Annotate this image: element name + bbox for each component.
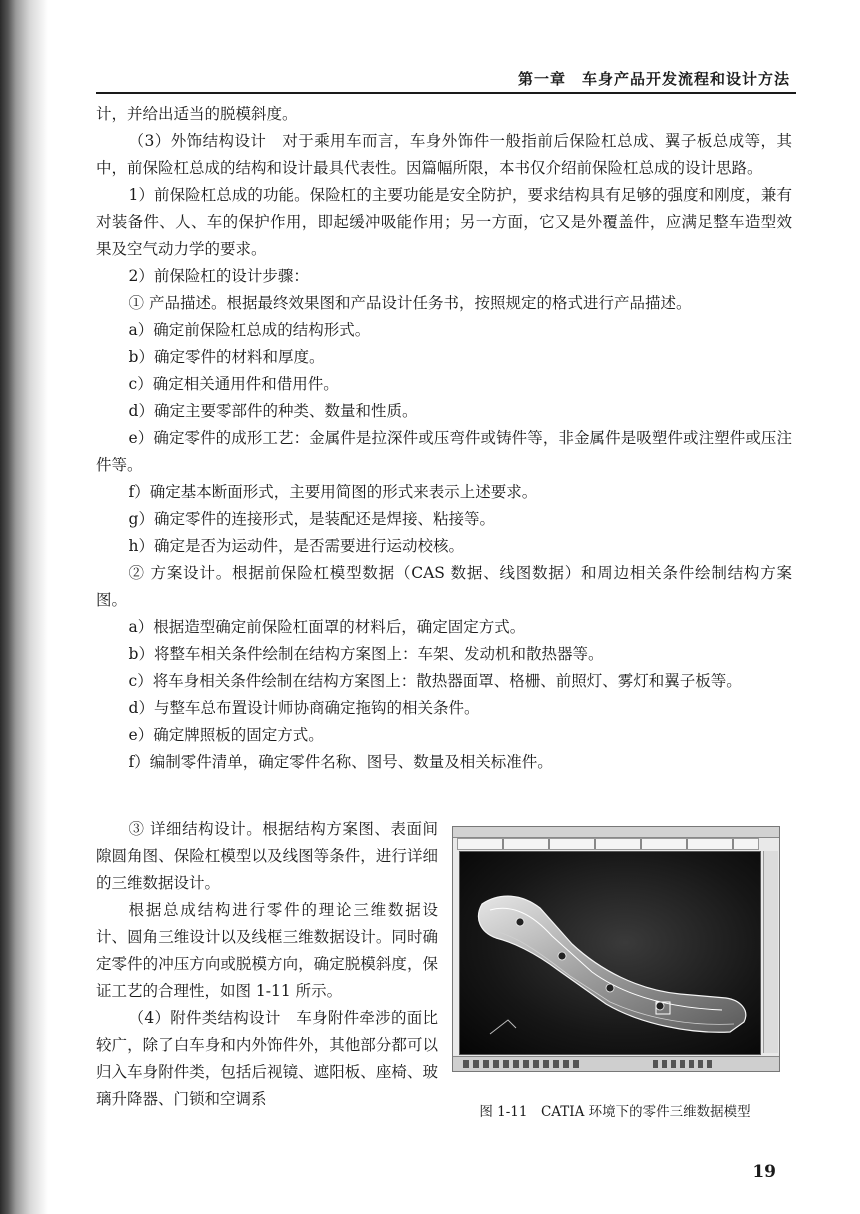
figure-catia-screenshot (452, 826, 780, 1072)
running-head: 第一章 车身产品开发流程和设计方法 (517, 70, 790, 88)
paragraph-20: f）编制零件清单，确定零件名称、图号、数量及相关标准件。 (128, 753, 553, 771)
paragraph-1: 计，并给出适当的脱模斜度。 (96, 105, 298, 123)
paragraph-13: h）确定是否为运动件，是否需要进行运动校核。 (128, 537, 465, 555)
paragraph-22: 根据总成结构进行零件的理论三维数据设计、圆角三维设计以及线框三维数据设计。同时确定零件的冲压方向或脱模方向，确定脱模斜度，保证工艺的合理性，如图 1-11 所示。 (96, 901, 438, 1000)
paragraph-9: d）确定主要零部件的种类、数量和性质。 (128, 402, 418, 420)
paragraph-17: c）将车身相关条件绘制在结构方案图上：散热器面罩、格栅、前照灯、雾灯和翼子板等。 (128, 672, 742, 690)
paragraph-18: d）与整车总布置设计师协商确定拖钩的相关条件。 (128, 699, 480, 717)
catia-menu-bar (453, 827, 779, 838)
book-spine-shadow (0, 0, 48, 1214)
catia-status-text-right (653, 1060, 713, 1068)
paragraph-8: c）确定相关通用件和借用件。 (128, 375, 339, 393)
mounting-hole (606, 984, 614, 992)
paragraph-6: a）确定前保险杠总成的结构形式。 (128, 321, 371, 339)
catia-status-bar (453, 1056, 779, 1071)
bumper-part-model-image (460, 852, 760, 1054)
paragraph-7: b）确定零件的材料和厚度。 (128, 348, 325, 366)
paragraph-19: e）确定牌照板的固定方式。 (128, 726, 324, 744)
paragraph-23: （4）附件类结构设计 车身附件牵涉的面比较广，除了白车身和内外饰件外，其他部分都可以归入车身附件类，包括后视镜、遮阳板、座椅、玻璃升降器、门锁和空调系 (96, 1009, 438, 1108)
mounting-hole (516, 918, 524, 926)
paragraph-11: f）确定基本断面形式，主要用简图的形式来表示上述要求。 (128, 483, 538, 501)
paragraph-3: 1）前保险杠总成的功能。保险杠的主要功能是安全防护，要求结构具有足够的强度和刚度，兼有对装备件、人、车的保护作用，即起缓冲吸能作用；另一方面，它又是外覆盖件，应满足整车造型效果及空气动力学的要求。 (96, 186, 792, 258)
mounting-hole (656, 1002, 664, 1010)
paragraph-15: a）根据造型确定前保险杠面罩的材料后，确定固定方式。 (128, 618, 526, 636)
paragraph-14: ② 方案设计。根据前保险杠模型数据（CAS 数据、线图数据）和周边相关条件绘制结构方案图。 (96, 564, 792, 609)
text-beside-figure (96, 816, 438, 1113)
axis-indicator-icon (490, 1020, 516, 1034)
paragraph-2: （3）外饰结构设计 对于乘用车而言，车身外饰件一般指前后保险杠总成、翼子板总成等，其中，前保险杠总成的结构和设计最具代表性。因篇幅所限，本书仅介绍前保险杠总成的设计思路。 (96, 132, 792, 177)
figure-caption: 图 1-11 CATIA 环境下的零件三维数据模型 (479, 1104, 751, 1120)
catia-3d-viewport (459, 851, 761, 1055)
bumper-bracket-shape (478, 896, 745, 1032)
catia-status-text-left (463, 1060, 583, 1068)
page-number: 19 (752, 1162, 776, 1182)
main-text (96, 101, 792, 776)
paragraph-16: b）将整车相关条件绘制在结构方案图上：车架、发动机和散热器等。 (128, 645, 604, 663)
catia-side-toolbar (763, 851, 778, 1053)
catia-window-tabs (457, 838, 759, 850)
paragraph-12: g）确定零件的连接形式，是装配还是焊接、粘接等。 (128, 510, 495, 528)
mounting-hole (558, 952, 566, 960)
paragraph-5: ① 产品描述。根据最终效果图和产品设计任务书，按照规定的格式进行产品描述。 (128, 294, 692, 312)
paragraph-4: 2）前保险杠的设计步骤： (128, 267, 309, 285)
header-rule (96, 92, 796, 94)
paragraph-10: e）确定零件的成形工艺：金属件是拉深件或压弯件或铸件等，非金属件是吸塑件或注塑件或压注件等。 (96, 429, 792, 474)
paragraph-21: ③ 详细结构设计。根据结构方案图、表面间隙圆角图、保险杠模型以及线图等条件，进行详细的三维数据设计。 (96, 820, 438, 892)
